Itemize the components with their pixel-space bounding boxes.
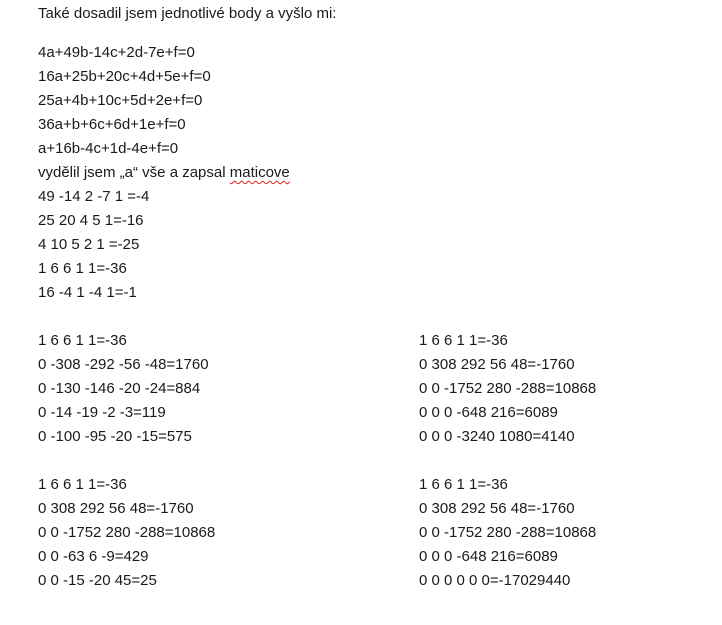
block4-row: 1 6 6 1 1=-36 [419,476,508,493]
block3-row: 0 0 -63 6 -9=429 [38,548,149,565]
matrix-row: 49 -14 2 -7 1 =-4 [38,188,150,205]
equation-line: a+16b-4c+1d-4e+f=0 [38,140,179,157]
block1-row: 0 -100 -95 -20 -15=575 [38,428,192,445]
equation-line: 36a+b+6c+6d+1e+f=0 [38,116,186,133]
block2-row: 1 6 6 1 1=-36 [419,332,508,349]
matrix-row: 16 -4 1 -4 1=-1 [38,284,137,301]
block3-row: 0 0 -1752 280 -288=10868 [38,524,216,541]
block4-row: 0 308 292 56 48=-1760 [419,500,575,517]
block2-row: 0 0 0 -3240 1080=4140 [419,428,575,445]
block4-row: 0 0 -1752 280 -288=10868 [419,524,597,541]
block2-row: 0 0 -1752 280 -288=10868 [419,380,597,397]
spellcheck-word: maticove [229,164,290,181]
equation-line: 25a+4b+10c+5d+2e+f=0 [38,92,203,109]
block1-row: 0 -130 -146 -20 -24=884 [38,380,201,397]
block1-row: 0 -308 -292 -56 -48=1760 [38,356,209,373]
block4-row: 0 0 0 -648 216=6089 [419,548,558,565]
divide-note-text: vydělil jsem „a“ vše a zapsal [38,164,230,181]
equation-line: 16a+25b+20c+4d+5e+f=0 [38,68,211,85]
equation-line: 4a+49b-14c+2d-7e+f=0 [38,44,195,61]
block1-row: 0 -14 -19 -2 -3=119 [38,404,166,421]
matrix-row: 25 20 4 5 1=-16 [38,212,144,229]
block3-row: 0 0 -15 -20 45=25 [38,572,157,589]
matrix-row: 4 10 5 2 1 =-25 [38,236,140,253]
block3-row: 0 308 292 56 48=-1760 [38,500,194,517]
block2-row: 0 0 0 -648 216=6089 [419,404,558,421]
block3-row: 1 6 6 1 1=-36 [38,476,127,493]
intro-text: Také dosadil jsem jednotlivé body a vyšlo mi: [38,5,337,22]
matrix-row: 1 6 6 1 1=-36 [38,260,127,277]
block2-row: 0 308 292 56 48=-1760 [419,356,575,373]
block1-row: 1 6 6 1 1=-36 [38,332,127,349]
block4-row: 0 0 0 0 0 0=-17029440 [419,572,571,589]
divide-note [38,164,290,182]
